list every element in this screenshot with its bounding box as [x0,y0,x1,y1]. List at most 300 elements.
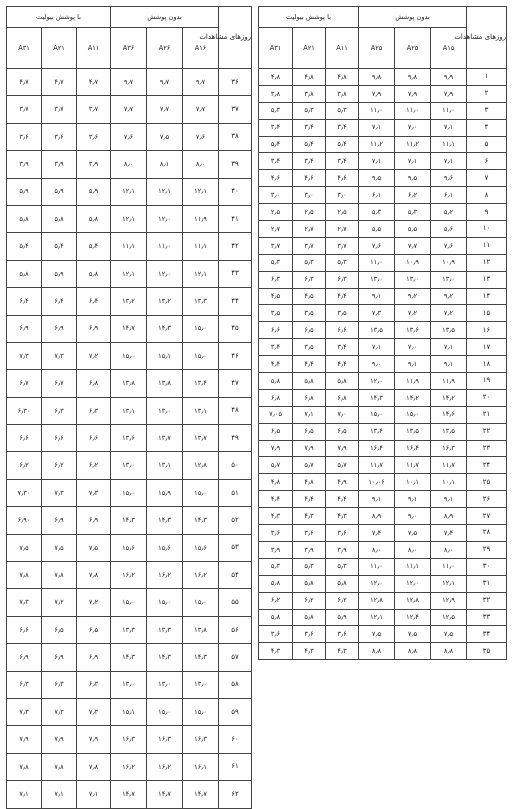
day-cell: ۴۴ [219,288,252,315]
cell-biolite: ۲٫۵ [326,204,359,221]
col-header: A۲۱ [293,28,326,69]
cell-no-cover: ۹٫۶ [431,170,467,187]
cell-no-cover: ۸٫۹ [359,508,395,525]
cell-biolite: ۶٫۹ [77,644,111,671]
day-cell: ۱۷ [467,339,507,356]
cell-no-cover: ۷٫۵ [147,123,183,150]
table-row [259,609,507,626]
cell-biolite: ۴٫۷ [42,69,77,96]
day-cell: ۵۰ [219,452,252,479]
table-row [259,322,507,339]
cell-no-cover: ۵٫۳ [359,204,395,221]
cell-no-cover: ۱۴٫۳ [147,315,183,342]
cell-biolite: ۷٫۸ [7,562,42,589]
cell-biolite: ۵٫۹ [42,260,77,287]
cell-biolite: ۳٫۶ [293,626,326,643]
cell-biolite: ۶٫۲ [77,452,111,479]
day-cell: ۶۲ [219,781,252,808]
cell-biolite: ۵٫۸ [326,373,359,390]
cell-biolite: ۵٫۳ [259,254,293,271]
cell-no-cover: ۱۳٫۸ [183,616,219,643]
cell-no-cover: ۵٫۳ [395,204,431,221]
table-row [7,151,252,178]
cell-biolite: ۷٫۹ [77,726,111,753]
cell-no-cover: ۵٫۵ [395,221,431,238]
day-cell: ۴۷ [219,370,252,397]
cell-biolite: ۳٫۰ [293,187,326,204]
cell-no-cover: ۷٫۶ [359,237,395,254]
cell-no-cover: ۱۵٫۰ [183,698,219,725]
cell-no-cover: ۹٫۱ [431,491,467,508]
cell-no-cover: ۱۳٫۰ [147,397,183,424]
cell-biolite: ۵٫۹ [7,178,42,205]
cell-no-cover: ۸٫۱ [147,151,183,178]
cell-biolite: ۷٫۱ [7,781,42,808]
cell-biolite: ۷٫۱ [42,781,77,808]
day-cell: ۲۹ [467,541,507,558]
cell-no-cover: ۷٫۱ [431,339,467,356]
cell-no-cover: ۱۳٫۰ [111,452,147,479]
group-header-no-cover: بدون پوشش [359,7,467,28]
cell-biolite: ۵٫۴ [42,233,77,260]
cell-biolite: ۶٫۳ [77,671,111,698]
cell-no-cover: ۷٫۴ [359,525,395,542]
cell-biolite: ۴٫۷ [7,69,42,96]
cell-biolite: ۴٫۴ [326,356,359,373]
cell-biolite: ۵٫۸ [293,609,326,626]
cell-no-cover: ۱۲٫۹ [431,592,467,609]
cell-no-cover: ۱۲٫۱ [359,609,395,626]
cell-no-cover: ۱۱٫۷ [395,457,431,474]
table-row [7,534,252,561]
cell-biolite: ۲٫۵ [293,204,326,221]
cell-no-cover: ۱۱٫۱ [395,558,431,575]
day-cell: ۴۹ [219,425,252,452]
day-cell: ۴۱ [219,205,252,232]
cell-biolite: ۶٫۲ [293,592,326,609]
cell-biolite: ۶٫۳ [42,397,77,424]
cell-no-cover: ۱۲٫۵ [431,609,467,626]
cell-biolite: ۶٫۲ [7,452,42,479]
cell-biolite: ۴٫۸ [326,69,359,86]
cell-no-cover: ۱۱٫۲ [395,136,431,153]
day-cell: ۱ [467,69,507,86]
cell-biolite: ۶٫۵ [259,423,293,440]
cell-biolite: ۳٫۶ [7,123,42,150]
cell-biolite: ۶٫۶ [7,425,42,452]
cell-no-cover: ۱۰٫۹ [395,254,431,271]
cell-biolite: ۵٫۳ [293,558,326,575]
cell-no-cover: ۱۳٫۷ [147,425,183,452]
cell-no-cover: ۱۴٫۷ [183,781,219,808]
cell-no-cover: ۱۳٫۳ [111,616,147,643]
day-cell: ۱۹ [467,373,507,390]
table-row [259,423,507,440]
cell-no-cover: ۷٫۷ [111,96,147,123]
cell-no-cover: ۱۴٫۳ [111,507,147,534]
table-row [259,136,507,153]
table-row [7,397,252,424]
cell-biolite: ۶٫۴ [42,288,77,315]
cell-biolite: ۷٫۱ [293,406,326,423]
table-row [259,457,507,474]
cell-biolite: ۴٫۴ [259,491,293,508]
cell-biolite: ۶٫۹ [42,315,77,342]
cell-no-cover: ۱۲٫۸ [359,592,395,609]
cell-biolite: ۴٫۹ [326,474,359,491]
cell-no-cover: ۱۵٫۶ [147,534,183,561]
cell-no-cover: ۱۵٫۶ [111,534,147,561]
table-row [7,616,252,643]
days-header: روزهای مشاهدات [219,7,252,69]
day-cell: ۲۷ [467,508,507,525]
table-row [259,541,507,558]
cell-no-cover: ۱۴٫۳ [111,644,147,671]
col-header: A۱۶ [183,28,219,69]
cell-no-cover: ۱۳٫۰ [183,671,219,698]
cell-no-cover: ۱۴٫۳ [183,507,219,534]
cell-biolite: ۷٫۸ [7,753,42,780]
cell-no-cover: ۱۶٫۴ [395,440,431,457]
cell-no-cover: ۱۲٫۰ [359,575,395,592]
cell-biolite: ۵٫۸ [259,609,293,626]
cell-no-cover: ۱۱٫۰ [359,102,395,119]
col-header: A۲۵ [359,28,395,69]
cell-no-cover: ۷٫۰ [395,339,431,356]
table-row [259,204,507,221]
cell-biolite: ۳٫۹ [293,541,326,558]
table-row [7,425,252,452]
table-row [259,356,507,373]
table-row [259,525,507,542]
cell-no-cover: ۱۳٫۰ [431,271,467,288]
cell-biolite: ۳٫۶ [259,626,293,643]
day-cell: ۲۸ [467,525,507,542]
cell-biolite: ۶٫۸ [77,370,111,397]
cell-biolite: ۳٫۹ [326,541,359,558]
cell-biolite: ۶٫۹ [7,644,42,671]
cell-biolite: ۷٫۵ [7,534,42,561]
cell-biolite: ۴٫۸ [293,69,326,86]
cell-no-cover: ۱۶٫۲ [147,753,183,780]
day-cell: ۲۴ [467,457,507,474]
cell-biolite: ۶٫۹ [42,644,77,671]
cell-biolite: ۳٫۶ [77,123,111,150]
day-cell: ۳۹ [219,151,252,178]
cell-biolite: ۳٫۵ [259,305,293,322]
cell-biolite: ۵٫۴ [293,136,326,153]
day-cell: ۱۰ [467,221,507,238]
cell-biolite: ۳٫۷ [293,237,326,254]
cell-no-cover: ۸٫۰ [359,541,395,558]
day-cell: ۶۰ [219,726,252,753]
day-cell: ۵۱ [219,479,252,506]
day-cell: ۳۳ [467,609,507,626]
cell-no-cover: ۸٫۸ [431,643,467,660]
cell-biolite: ۴٫۴ [259,356,293,373]
cell-no-cover: ۱۶٫۲ [147,562,183,589]
days-header: روزهای مشاهدات [467,7,507,69]
cell-biolite: ۷٫۸ [77,562,111,589]
table-row [259,102,507,119]
cell-biolite: ۴٫۳ [259,643,293,660]
day-cell: ۴۵ [219,315,252,342]
cell-no-cover: ۱۶٫۳ [431,440,467,457]
cell-no-cover: ۱۳٫۶ [395,322,431,339]
cell-no-cover: ۱۱٫۲ [359,136,395,153]
cell-no-cover: ۵٫۲ [431,204,467,221]
cell-no-cover: ۱۱٫۹ [395,373,431,390]
cell-no-cover: ۸٫۰ [431,541,467,558]
cell-biolite: ۷٫۳ [7,342,42,369]
col-header: A۱۵ [431,28,467,69]
day-cell: ۲۲ [467,423,507,440]
day-cell: ۵۴ [219,562,252,589]
cell-biolite: ۶٫۸ [259,389,293,406]
cell-biolite: ۷٫۱ [77,781,111,808]
cell-no-cover: ۱۳٫۰ [395,271,431,288]
cell-biolite: ۵٫۸ [42,205,77,232]
cell-no-cover: ۷٫۱ [431,119,467,136]
cell-no-cover: ۹٫۷ [183,69,219,96]
cell-biolite: ۷٫۳ [42,342,77,369]
cell-biolite: ۶٫۲ [42,452,77,479]
cell-no-cover: ۹٫۱ [359,491,395,508]
cell-no-cover: ۷٫۱ [395,153,431,170]
cell-no-cover: ۱۴٫۳ [183,644,219,671]
table-row [7,781,252,808]
cell-biolite: ۴٫۷ [77,69,111,96]
cell-biolite: ۲٫۷ [326,221,359,238]
cell-biolite: ۶٫۴ [77,288,111,315]
cell-biolite: ۳٫۵ [293,305,326,322]
table-row [259,626,507,643]
table-row [7,342,252,369]
table-row [259,254,507,271]
right-table-body [259,7,507,660]
cell-biolite: ۳٫۴ [259,153,293,170]
cell-no-cover: ۷٫۳ [359,305,395,322]
cell-biolite: ۳٫۶ [326,626,359,643]
day-cell: ۶۱ [219,753,252,780]
cell-no-cover: ۹٫۰ [359,356,395,373]
cell-biolite: ۴٫۳ [293,643,326,660]
cell-biolite: ۵٫۴ [77,233,111,260]
cell-biolite: ۵٫۳ [259,558,293,575]
cell-biolite: ۵٫۴ [259,136,293,153]
day-cell: ۵۶ [219,616,252,643]
cell-biolite: ۳٫۹ [259,541,293,558]
cell-no-cover: ۹٫۸ [359,69,395,86]
cell-biolite: ۳٫۷ [77,96,111,123]
table-row [259,491,507,508]
cell-no-cover: ۸٫۰ [183,151,219,178]
day-cell: ۳۱ [467,575,507,592]
table-row [7,589,252,616]
cell-no-cover: ۸٫۰ [395,541,431,558]
cell-no-cover: ۱۵٫۰ [359,406,395,423]
cell-no-cover: ۱۵٫۱ [147,342,183,369]
col-header: A۱۱ [77,28,111,69]
day-cell: ۵۵ [219,589,252,616]
cell-biolite: ۶٫۳ [7,671,42,698]
cell-no-cover: ۷٫۲ [395,305,431,322]
cell-biolite: ۷٫۰۵ [259,406,293,423]
cell-no-cover: ۱۵٫۰ [111,479,147,506]
cell-biolite: ۵٫۴ [7,233,42,260]
cell-biolite: ۵٫۳ [293,254,326,271]
table-row [259,170,507,187]
cell-biolite: ۵٫۳ [326,558,359,575]
cell-no-cover: ۱۶٫۱ [183,753,219,780]
cell-biolite: ۵٫۳ [259,102,293,119]
day-cell: ۲۱ [467,406,507,423]
cell-biolite: ۵٫۸ [7,260,42,287]
day-cell: ۵۷ [219,644,252,671]
cell-biolite: ۷٫۲ [77,589,111,616]
cell-no-cover: ۱۳٫۴ [183,370,219,397]
table-row [7,698,252,725]
cell-no-cover: ۱۱٫۰ [359,254,395,271]
cell-no-cover: ۷٫۱ [359,153,395,170]
table-row [259,508,507,525]
cell-biolite: ۴٫۶ [326,170,359,187]
cell-no-cover: ۱۲٫۰ [395,575,431,592]
cell-no-cover: ۱۳٫۰ [359,271,395,288]
cell-no-cover: ۱۳٫۳ [147,616,183,643]
cell-no-cover: ۱۱٫۷ [431,457,467,474]
cell-no-cover: ۱۲٫۰ [359,373,395,390]
cell-no-cover: ۹٫۷ [147,69,183,96]
cell-no-cover: ۷٫۶ [183,123,219,150]
cell-biolite: ۶٫۷ [42,370,77,397]
cell-no-cover: ۹٫۰ [395,508,431,525]
cell-no-cover: ۱۳٫۵ [395,423,431,440]
cell-no-cover: ۱۳٫۲ [111,288,147,315]
day-cell: ۱۸ [467,356,507,373]
cell-biolite: ۳٫۹ [42,151,77,178]
cell-no-cover: ۷٫۶ [111,123,147,150]
cell-biolite: ۳٫۴ [326,119,359,136]
cell-biolite: ۶٫۴ [7,288,42,315]
cell-no-cover: ۷٫۰ [395,119,431,136]
cell-no-cover: ۱۲٫۱ [111,260,147,287]
group-header-no-cover: بدون پوشش [111,7,219,28]
cell-biolite: ۲٫۷ [259,221,293,238]
table-row [259,389,507,406]
cell-no-cover: ۱۴٫۳ [147,507,183,534]
table-row [7,288,252,315]
cell-biolite: ۶٫۶ [259,322,293,339]
day-cell: ۵ [467,136,507,153]
cell-no-cover: ۶٫۱ [359,187,395,204]
cell-no-cover: ۹٫۸ [395,69,431,86]
cell-biolite: ۶٫۸ [326,389,359,406]
cell-biolite: ۵٫۹ [42,178,77,205]
cell-no-cover: ۱۳٫۷ [183,425,219,452]
cell-biolite: ۶٫۹ [42,507,77,534]
table-row [7,96,252,123]
left-table-body [7,7,252,809]
cell-no-cover: ۱۱٫۱ [111,233,147,260]
cell-no-cover: ۷٫۱ [431,153,467,170]
col-header: A۲۶ [147,28,183,69]
table-row [7,178,252,205]
cell-biolite: ۵٫۷ [326,457,359,474]
cell-biolite: ۶٫۵ [326,423,359,440]
cell-no-cover: ۱۱٫۹ [183,205,219,232]
day-cell: ۳۷ [219,96,252,123]
table-row [7,671,252,698]
cell-no-cover: ۷٫۵ [431,626,467,643]
cell-no-cover: ۷٫۵ [395,626,431,643]
cell-no-cover: ۷٫۷ [183,96,219,123]
cell-biolite: ۳٫۴ [326,153,359,170]
cell-biolite: ۶٫۹ [7,315,42,342]
table-row [7,644,252,671]
cell-no-cover: ۱۲٫۱ [111,205,147,232]
cell-no-cover: ۹٫۷ [111,69,147,96]
cell-no-cover: ۱۶٫۳ [147,726,183,753]
cell-biolite: ۶٫۳ [42,671,77,698]
cell-biolite: ۴٫۶ [259,170,293,187]
cell-no-cover: ۱۵٫۰ [147,698,183,725]
cell-no-cover: ۱۱٫۰ [359,558,395,575]
cell-biolite: ۵٫۷ [293,457,326,474]
cell-biolite: ۶٫۶ [7,616,42,643]
cell-no-cover: ۱۳٫۵ [431,322,467,339]
day-cell: ۵۸ [219,671,252,698]
cell-no-cover: ۱۶٫۳ [111,726,147,753]
cell-biolite: ۴٫۸ [293,474,326,491]
cell-biolite: ۴٫۸ [259,69,293,86]
cell-biolite: ۴٫۸ [259,474,293,491]
cell-no-cover: ۹٫۲ [431,288,467,305]
day-cell: ۵۳ [219,534,252,561]
cell-biolite: ۵٫۸ [7,205,42,232]
cell-biolite: ۷٫۳ [77,698,111,725]
day-cell: ۳۲ [467,592,507,609]
cell-biolite: ۶٫۳ [293,271,326,288]
cell-biolite: ۳٫۵ [326,305,359,322]
cell-biolite: ۴٫۳ [326,508,359,525]
cell-no-cover: ۱۴٫۷ [111,781,147,808]
day-cell: ۸ [467,187,507,204]
cell-biolite: ۷٫۰ [326,406,359,423]
day-cell: ۴۳ [219,260,252,287]
cell-no-cover: ۹٫۹ [431,69,467,86]
cell-no-cover: ۱۵٫۱ [111,698,147,725]
cell-biolite: ۳٫۴ [326,339,359,356]
cell-no-cover: ۷٫۵ [359,626,395,643]
cell-biolite: ۷٫۳۰ [7,479,42,506]
cell-biolite: ۶٫۳ [259,271,293,288]
table-row [259,474,507,491]
cell-biolite: ۴٫۴ [326,288,359,305]
table-row [259,237,507,254]
cell-biolite: ۳٫۶ [293,525,326,542]
cell-no-cover: ۱۵٫۰ [395,406,431,423]
cell-no-cover: ۱۵٫۶ [183,534,219,561]
cell-biolite: ۷٫۳ [42,698,77,725]
cell-no-cover: ۹٫۱ [395,491,431,508]
cell-no-cover: ۱۳٫۴ [359,423,395,440]
cell-no-cover: ۱۱٫۷ [359,457,395,474]
cell-biolite: ۳٫۶ [259,525,293,542]
cell-no-cover: ۱۴٫۲ [431,389,467,406]
cell-biolite: ۴٫۳ [326,643,359,660]
cell-biolite: ۵٫۸ [293,575,326,592]
